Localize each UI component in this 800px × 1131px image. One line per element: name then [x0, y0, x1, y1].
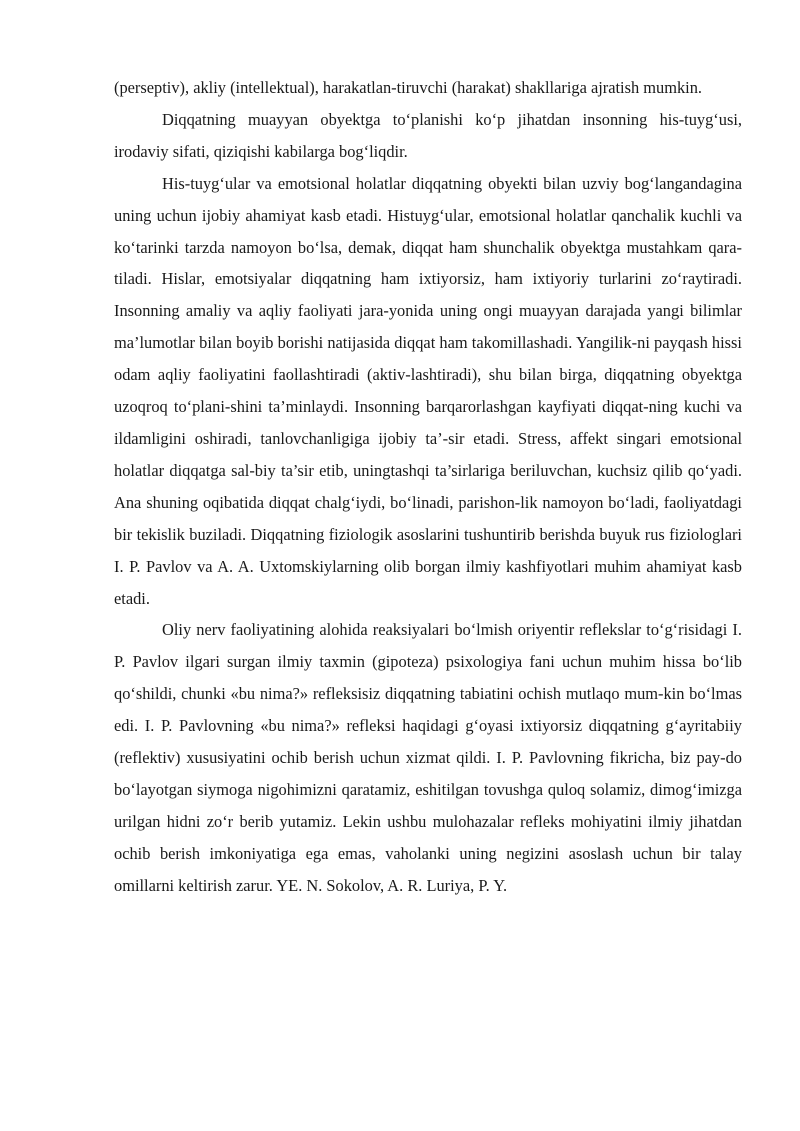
paragraph-2: Diqqatning muayyan obyektga to‘planishi ko‘p jihatdan insonning his-tuyg‘usi, irodaviy sifati, qiziqishi kabilarga bog‘liqdir.	[114, 109, 742, 161]
paragraph-4: Oliy nerv faoliyatining alohida reaksiyalari bo‘lmish oriyentir reflekslar to‘g‘risidagi I. P. Pavlov ilgari surgan ilmiy taxmin (gipoteza) psixologiya fani uchun muhim hissa bo‘lib qo‘shildi, chunki «bu nima?» refleksisiz diqqatning tabiatini ochish mutlaqo mum-kin bo‘lmas edi. I. P. Pavlovning «bu nima?» refleksi haqidagi g‘oyasi ixtiyorsiz diqqatning g‘ayritabiiy (reflektiv) xususiyatini ochib berish uchun xizmat qildi. I. P. Pavlovning fikricha, biz pay-do bo‘layotgan siymoga nigohimizni qaratamiz, eshitilgan tovushga quloq solamiz, dimog‘imizga urilgan hidni zo‘r berib yutamiz. Lekin ushbu mulohazalar refleks mohiyatini ilmiy jihatdan ochib berish imkoniyatiga ega emas, vaholanki uning negizini asoslash uchun bir talay omillarni keltirish zarur. YE. N. Sokolov, A. R. Luriya, P. Y.	[114, 620, 742, 895]
paragraph-1: (perseptiv), akliy (intellektual), harakatlan-tiruvchi (harakat) shakllariga ajratish mumkin.	[114, 78, 703, 97]
document-page	[114, 72, 742, 902]
paragraph-3: His-tuyg‘ular va emotsional holatlar diqqatning obyekti bilan uzviy bog‘langandagina uning uchun ijobiy ahamiyat kasb etadi. Histuyg‘ular, emotsional holatlar qanchalik kuchli va ko‘tarinki tarzda namoyon bo‘lsa, demak, diqqat ham shunchalik obyektga mustahkam qara-tiladi. Hislar, emotsiyalar diqqatning ham ixtiyorsiz, ham ixtiyoriy turlarini zo‘raytiradi. Insonning amaliy va aqliy faoliyati jara-yonida uning ongi muayyan darajada yangi bilimlar ma’lumotlar bilan boyib borishi natijasida diqqat ham takomillashadi. Yangilik-ni payqash hissi odam aqliy faoliyatini faollashtiradi (aktiv-lashtiradi), shu bilan birga, diqqatning obyektga uzoqroq to‘plani-shini ta’minlaydi. Insonning barqarorlashgan kayfiyati diqqat-ning kuchi va ildamligini oshiradi, tanlovchanligiga ijobiy ta’-sir etadi. Stress, affekt singari emotsional holatlar diqqatga sal-biy ta’sir etib, uningtashqi ta’sirlariga beriluvchan, kuchsiz qilib qo‘yadi. Ana shuning oqibatida diqqat chalg‘iydi, bo‘linadi, parishon-lik namoyon bo‘ladi, faoliyatdagi bir tekislik buziladi. Diqqatning fiziologik asoslarini tushuntirib berishda buyuk rus fiziologlari I. P. Pavlov va A. A. Uxtomskiylarning olib borgan ilmiy kashfiyotlari muhim ahamiyat kasb etadi.	[114, 173, 742, 608]
